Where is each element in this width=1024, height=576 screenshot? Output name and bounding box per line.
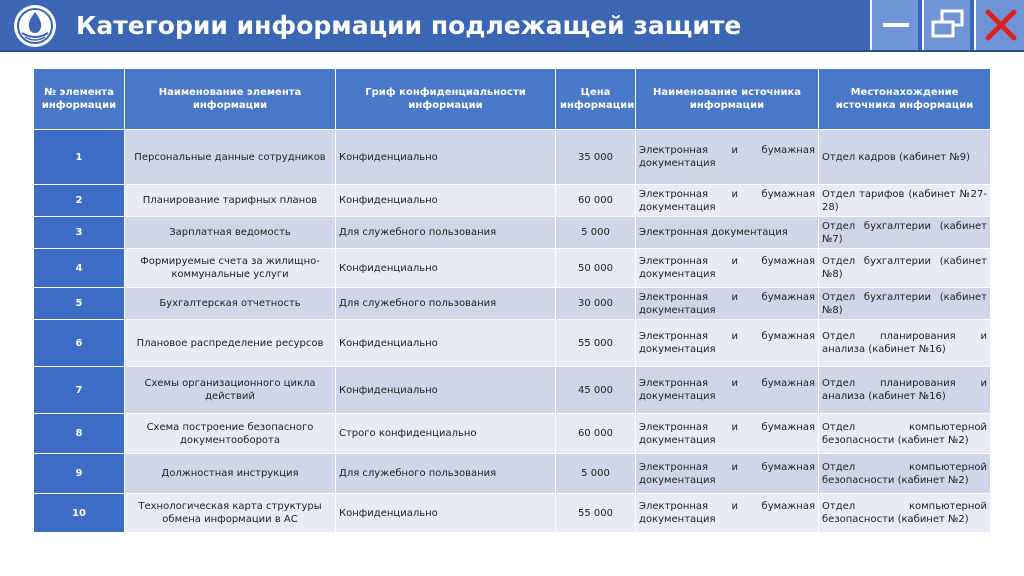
table-cell-location: Отдел кадров (кабинет №9): [819, 130, 991, 185]
close-icon: [976, 0, 1024, 50]
table-cell-price: 60 000: [556, 414, 636, 454]
table-cell-name: Должностная инструкция: [125, 454, 336, 494]
table-cell-source: Электронная и бумажная документация: [636, 454, 819, 494]
table-cell-grif: Конфиденциально: [336, 494, 556, 533]
table-cell-num: 9: [34, 454, 125, 494]
table-cell-num: 4: [34, 249, 125, 288]
table-row: [34, 217, 991, 249]
table-cell-num: 5: [34, 288, 125, 320]
table-cell-name: Зарплатная ведомость: [125, 217, 336, 249]
restore-icon: [924, 0, 972, 50]
table-row: [34, 494, 991, 533]
table-cell-name: Плановое распределение ресурсов: [125, 320, 336, 367]
table-cell-num: 10: [34, 494, 125, 533]
table-cell-source: Электронная и бумажная документация: [636, 288, 819, 320]
table-cell-grif: Для служебного пользования: [336, 288, 556, 320]
page-title: Категории информации подлежащей защите: [76, 11, 742, 40]
header-name: Наименование элемента информации: [125, 69, 336, 130]
table-cell-name: Планирование тарифных планов: [125, 185, 336, 217]
table-cell-name: Бухгалтерская отчетность: [125, 288, 336, 320]
table-cell-source: Электронная и бумажная документация: [636, 367, 819, 414]
table-cell-source: Электронная и бумажная документация: [636, 494, 819, 533]
table-cell-price: 30 000: [556, 288, 636, 320]
table-cell-price: 5 000: [556, 454, 636, 494]
table-cell-name: Формируемые счета за жилищно-коммунальные услуги: [125, 249, 336, 288]
header-source: Наименование источника информации: [636, 69, 819, 130]
logo-icon: [8, 3, 63, 49]
minimize-button[interactable]: [870, 0, 918, 50]
table-cell-grif: Строго конфиденциально: [336, 414, 556, 454]
table-cell-num: 3: [34, 217, 125, 249]
header-num: № элемента информации: [34, 69, 125, 130]
table-cell-location: Отдел компьютерной безопасности (кабинет №2): [819, 414, 991, 454]
table-row: [34, 454, 991, 494]
table-cell-name: Персональные данные сотрудников: [125, 130, 336, 185]
table-cell-name: Схемы организационного цикла действий: [125, 367, 336, 414]
table-header-row: [34, 69, 991, 130]
table-cell-num: 1: [34, 130, 125, 185]
table-cell-price: 45 000: [556, 367, 636, 414]
table-cell-grif: Для служебного пользования: [336, 454, 556, 494]
table-cell-grif: Для служебного пользования: [336, 217, 556, 249]
table-cell-grif: Конфиденциально: [336, 320, 556, 367]
table-cell-grif: Конфиденциально: [336, 185, 556, 217]
header-bar: [0, 0, 1024, 52]
table-cell-price: 55 000: [556, 320, 636, 367]
header-location: Местонахождение источника информации: [819, 69, 991, 130]
table-cell-location: Отдел планирования и анализа (кабинет №16): [819, 367, 991, 414]
table-row: [34, 414, 991, 454]
table-cell-name: Схема построение безопасного документооборота: [125, 414, 336, 454]
table-cell-source: Электронная и бумажная документация: [636, 130, 819, 185]
table-cell-location: Отдел планирования и анализа (кабинет №16): [819, 320, 991, 367]
table-cell-source: Электронная документация: [636, 217, 819, 249]
restore-button[interactable]: [922, 0, 970, 50]
table-cell-price: 35 000: [556, 130, 636, 185]
table-cell-location: Отдел бухгалтерии (кабинет №7): [819, 217, 991, 249]
table-cell-price: 5 000: [556, 217, 636, 249]
table-cell-location: Отдел бухгалтерии (кабинет №8): [819, 288, 991, 320]
table-cell-num: 7: [34, 367, 125, 414]
table-row: [34, 367, 991, 414]
table-cell-price: 55 000: [556, 494, 636, 533]
table-row: [34, 249, 991, 288]
minimize-icon: [872, 0, 920, 50]
close-button[interactable]: [974, 0, 1024, 50]
table-cell-location: Отдел бухгалтерии (кабинет №8): [819, 249, 991, 288]
table-cell-source: Электронная и бумажная документация: [636, 414, 819, 454]
table-row: [34, 130, 991, 185]
table-cell-location: Отдел компьютерной безопасности (кабинет №2): [819, 494, 991, 533]
table-row: [34, 320, 991, 367]
table-cell-grif: Конфиденциально: [336, 367, 556, 414]
info-categories-table: [33, 68, 991, 533]
table-cell-num: 6: [34, 320, 125, 367]
table-cell-name: Технологическая карта структуры обмена информации в АС: [125, 494, 336, 533]
table-cell-grif: Конфиденциально: [336, 130, 556, 185]
table-cell-grif: Конфиденциально: [336, 249, 556, 288]
table-cell-source: Электронная и бумажная документация: [636, 185, 819, 217]
header-price: Цена информации: [556, 69, 636, 130]
table-cell-location: Отдел компьютерной безопасности (кабинет №2): [819, 454, 991, 494]
header-grif: Гриф конфиденциальности информации: [336, 69, 556, 130]
table-cell-location: Отдел тарифов (кабинет №27-28): [819, 185, 991, 217]
table-cell-price: 50 000: [556, 249, 636, 288]
info-table-container: [33, 68, 990, 533]
table-row: [34, 185, 991, 217]
table-cell-source: Электронная и бумажная документация: [636, 249, 819, 288]
table-row: [34, 288, 991, 320]
table-cell-source: Электронная и бумажная документация: [636, 320, 819, 367]
table-cell-num: 2: [34, 185, 125, 217]
table-cell-num: 8: [34, 414, 125, 454]
table-cell-price: 60 000: [556, 185, 636, 217]
